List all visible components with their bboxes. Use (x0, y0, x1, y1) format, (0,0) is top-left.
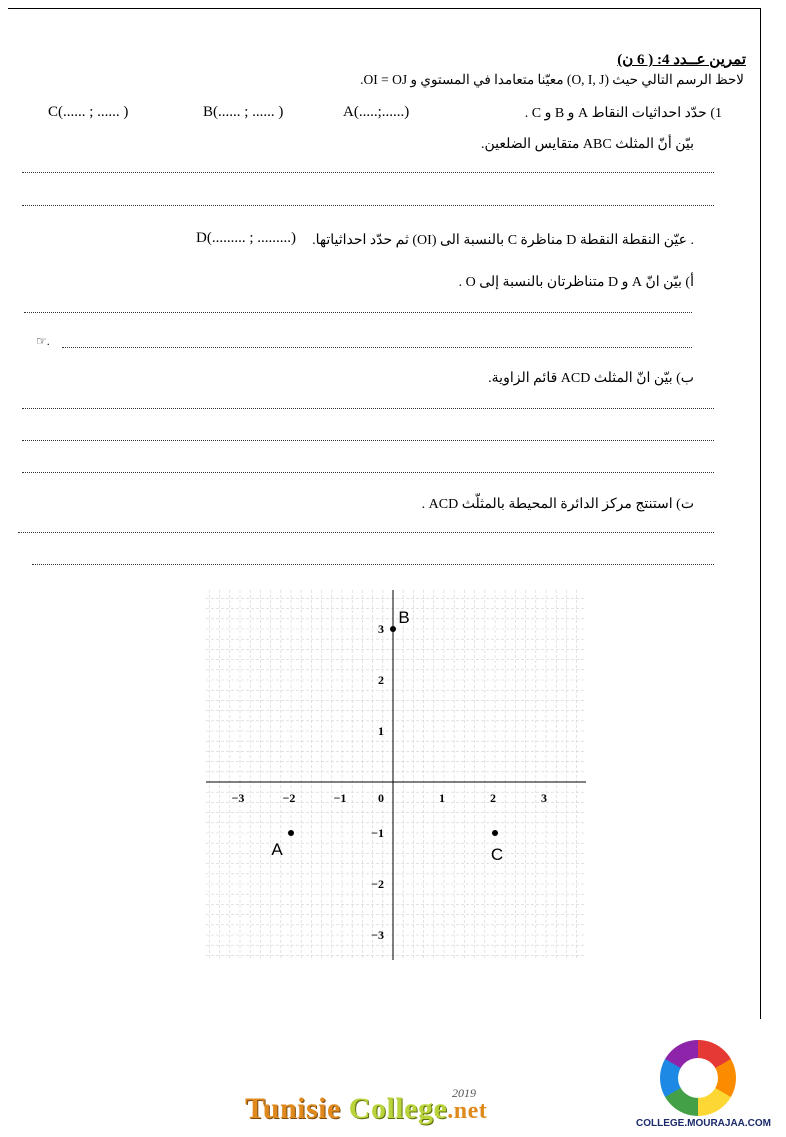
answer-line[interactable] (22, 172, 714, 173)
y-tick-label: 1 (378, 724, 384, 738)
answer-line[interactable] (62, 347, 692, 348)
answer-line[interactable] (32, 564, 714, 565)
question-2: . عيّن النقطة النقطة D مناظرة C بالنسبة الى (OI) ثم حدّد احداثياتها. (312, 233, 694, 248)
answer-line[interactable] (22, 408, 714, 409)
pencil-mark: ☞. (36, 334, 50, 348)
logo-part-tunisie: Tunisie (245, 1092, 349, 1125)
answer-line[interactable] (22, 472, 714, 473)
logo-part-net: .net (447, 1098, 488, 1124)
point-a (288, 830, 294, 836)
question-1: 1) حدّد احداثيات النقاط A و B و C . (524, 106, 722, 121)
site-logo (245, 1092, 487, 1126)
point-label-c: C (490, 845, 504, 864)
y-tick-label: −1 (371, 826, 384, 840)
seal-logo (660, 1040, 736, 1116)
x-tick-label: 2 (490, 791, 496, 805)
x-tick-label: −1 (333, 791, 347, 805)
y-tick-label: −2 (371, 877, 384, 891)
seal-caption: COLLEGE.MOURAJAA.COM (636, 1118, 771, 1129)
question-2b: ب) بيّن انّ المثلث ACD قائم الزاوية. (488, 371, 694, 386)
intro-text: لاحظ الرسم التالي حيث (O, I, J) معيّنا متعامدا في المستوي و OI = OJ. (360, 72, 744, 87)
y-tick-label: −3 (371, 928, 384, 942)
blank-B[interactable]: B(...... ; ...... ) (203, 104, 284, 120)
x-tick-label: 1 (439, 791, 445, 805)
answer-line[interactable] (24, 312, 692, 313)
exercise-title: تمرين عــدد 4: ( 6 ن) (617, 52, 746, 68)
y-tick-label: 2 (378, 673, 384, 687)
answer-line[interactable] (22, 440, 714, 441)
logo-year: 2019 (452, 1086, 476, 1100)
answer-line[interactable] (22, 205, 714, 206)
x-tick-label: −2 (282, 791, 296, 805)
question-1b: بيّن أنّ المثلث ABC متقايس الضلعين. (481, 137, 694, 152)
blank-D[interactable]: D(......... ; .........) (196, 230, 296, 246)
point-b (390, 626, 396, 632)
x-tick-label: 3 (541, 791, 547, 805)
blank-A[interactable]: A(.....;......) (343, 104, 410, 120)
blank-C[interactable]: C(...... ; ...... ) (48, 104, 129, 120)
x-tick-label: 0 (378, 791, 384, 805)
y-tick-label: 3 (378, 622, 384, 636)
point-c (492, 830, 498, 836)
point-label-a: A (271, 840, 283, 859)
question-2a: أ) بيّن انّ A و D متناظرتان بالنسبة إلى O . (458, 275, 694, 290)
answer-line[interactable] (18, 532, 714, 533)
point-label-b: B (398, 608, 410, 627)
x-tick-label: −3 (231, 791, 245, 805)
logo-part-college: College (348, 1092, 448, 1125)
coordinate-plane (206, 590, 586, 960)
question-2c: ت) استنتج مركز الدائرة المحيطة بالمثلّث ACD . (421, 497, 694, 512)
